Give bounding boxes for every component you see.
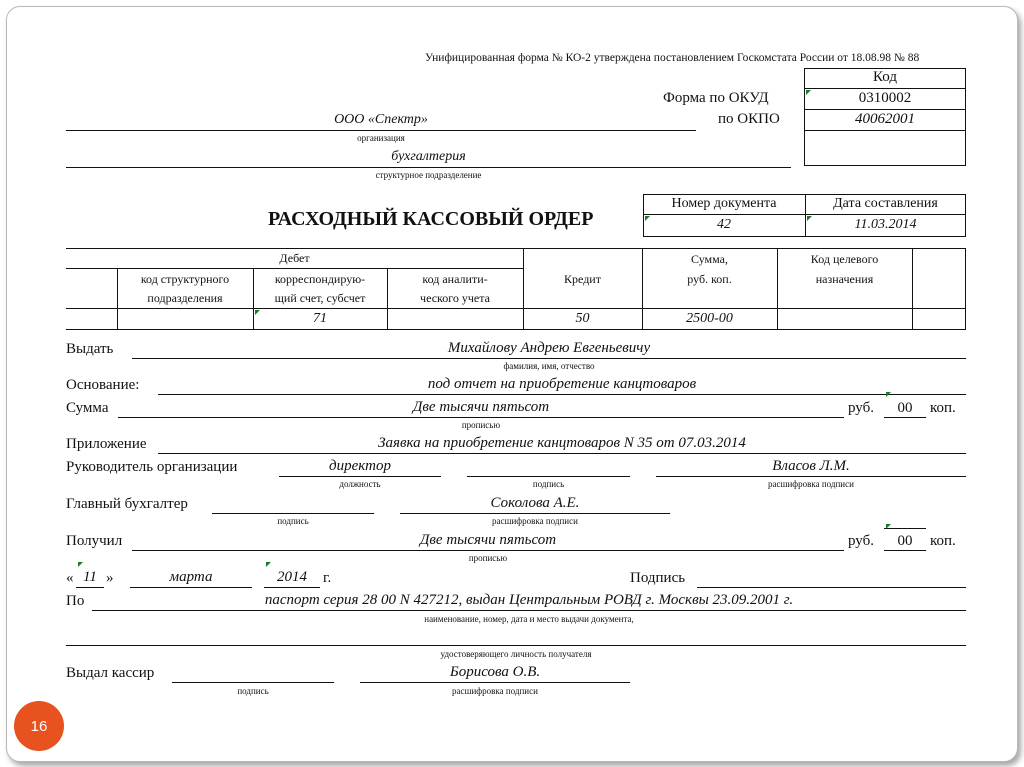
- col-struct-2: подразделения: [147, 291, 223, 305]
- sum-rub: руб.: [848, 400, 874, 416]
- head-position: директор: [329, 458, 391, 474]
- purpose-header-2: назначения: [815, 272, 874, 286]
- cashier-signature-caption: подпись: [237, 686, 269, 696]
- received-kop: коп.: [930, 533, 956, 549]
- date-open: «: [66, 570, 74, 586]
- date-close: »: [106, 570, 114, 586]
- attachment-value: Заявка на приобретение канцтоваров N 35 от 07.03.2014: [378, 435, 746, 451]
- row-credit-value: 50: [575, 311, 590, 326]
- sum-kop: коп.: [930, 400, 956, 416]
- by-value: паспорт серия 28 00 N 427212, выдан Центральным РОВД г. Москвы 23.09.2001 г.: [264, 592, 794, 608]
- department-caption: структурное подразделение: [375, 170, 482, 180]
- org-caption: организация: [357, 133, 405, 143]
- sum-header-2: руб. коп.: [687, 272, 732, 286]
- col-analytic-1: код аналити-: [422, 272, 488, 286]
- head-name: Власов Л.М.: [772, 458, 850, 474]
- by-caption-1: наименование, номер, дата и место выдачи документа,: [424, 614, 634, 624]
- col-corr-2: щий счет, субсчет: [274, 291, 366, 305]
- basis-value: под отчет на приобретение канцтоваров: [427, 376, 697, 392]
- issue-value: Михайлову Андрею Евгеньевичу: [447, 340, 651, 356]
- debit-header: Дебет: [279, 251, 310, 265]
- sum-header-1: Сумма,: [691, 252, 728, 266]
- col-analytic-2: ческого учета: [420, 291, 490, 305]
- col-struct-1: код структурного: [140, 272, 230, 286]
- received-caption: прописью: [468, 553, 508, 563]
- doc-date-label: Дата составления: [833, 196, 938, 211]
- by-label: По: [66, 593, 85, 609]
- sum-caption: прописью: [461, 420, 501, 430]
- date-year: 2014: [277, 569, 307, 585]
- credit-header: Кредит: [564, 272, 601, 286]
- slide-number: 16: [30, 717, 48, 735]
- document-title: РАСХОДНЫЙ КАССОВЫЙ ОРДЕР: [268, 208, 594, 230]
- purpose-header-1: Код целевого: [810, 252, 879, 266]
- okud-value: 0310002: [858, 90, 912, 106]
- date-day: 11: [83, 569, 97, 585]
- head-position-caption: должность: [339, 479, 381, 489]
- issue-label: Выдать: [66, 341, 114, 357]
- doc-date-value: 11.03.2014: [854, 217, 917, 232]
- department-name: бухгалтерия: [391, 149, 466, 164]
- received-rub: руб.: [848, 533, 874, 549]
- cashier-decoding-caption: расшифровка подписи: [452, 686, 538, 696]
- chief-name: Соколова А.Е.: [490, 495, 580, 511]
- date-year-suffix: г.: [323, 570, 332, 586]
- slide-number-badge: [14, 701, 64, 751]
- okud-label: Форма по ОКУД: [663, 90, 769, 106]
- sum-label: Сумма: [66, 400, 109, 416]
- received-label: Получил: [66, 533, 123, 549]
- unified-form-note: Унифицированная форма № КО-2 утверждена постановлением Госкомстата России от 18.08.98 № 88: [425, 52, 920, 64]
- row-corr-value: 71: [313, 311, 327, 326]
- by-caption-2: удостоверяющего личность получателя: [440, 649, 592, 659]
- attachment-label: Приложение: [66, 436, 147, 452]
- col-corr-1: корреспондирую-: [274, 272, 366, 286]
- doc-number-value: 42: [717, 217, 731, 232]
- chief-signature-caption: подпись: [277, 516, 309, 526]
- row-sum-value: 2500-00: [686, 311, 733, 326]
- signature-label: Подпись: [630, 570, 686, 586]
- head-signature-caption: подпись: [532, 479, 565, 489]
- received-kop-value: 00: [897, 533, 913, 549]
- cashier-name: Борисова О.В.: [449, 664, 541, 680]
- issue-caption: фамилия, имя, отчество: [503, 361, 595, 371]
- okpo-label: по ОКПО: [718, 111, 780, 127]
- basis-label: Основание:: [66, 377, 140, 393]
- kod-label: Код: [873, 69, 897, 85]
- head-label: Руководитель организации: [66, 459, 238, 475]
- received-value: Две тысячи пятьсот: [419, 532, 557, 548]
- sum-kop-value: 00: [897, 400, 913, 416]
- doc-number-label: Номер документа: [671, 196, 777, 211]
- head-decoding-caption: расшифровка подписи: [768, 479, 854, 489]
- date-month: марта: [169, 569, 213, 585]
- okpo-value: 40062001: [855, 111, 915, 127]
- cashier-label: Выдал кассир: [66, 665, 155, 681]
- chief-label: Главный бухгалтер: [66, 496, 188, 512]
- sum-value: Две тысячи пятьсот: [412, 399, 550, 415]
- chief-decoding-caption: расшифровка подписи: [492, 516, 578, 526]
- org-name: ООО «Спектр»: [334, 112, 428, 127]
